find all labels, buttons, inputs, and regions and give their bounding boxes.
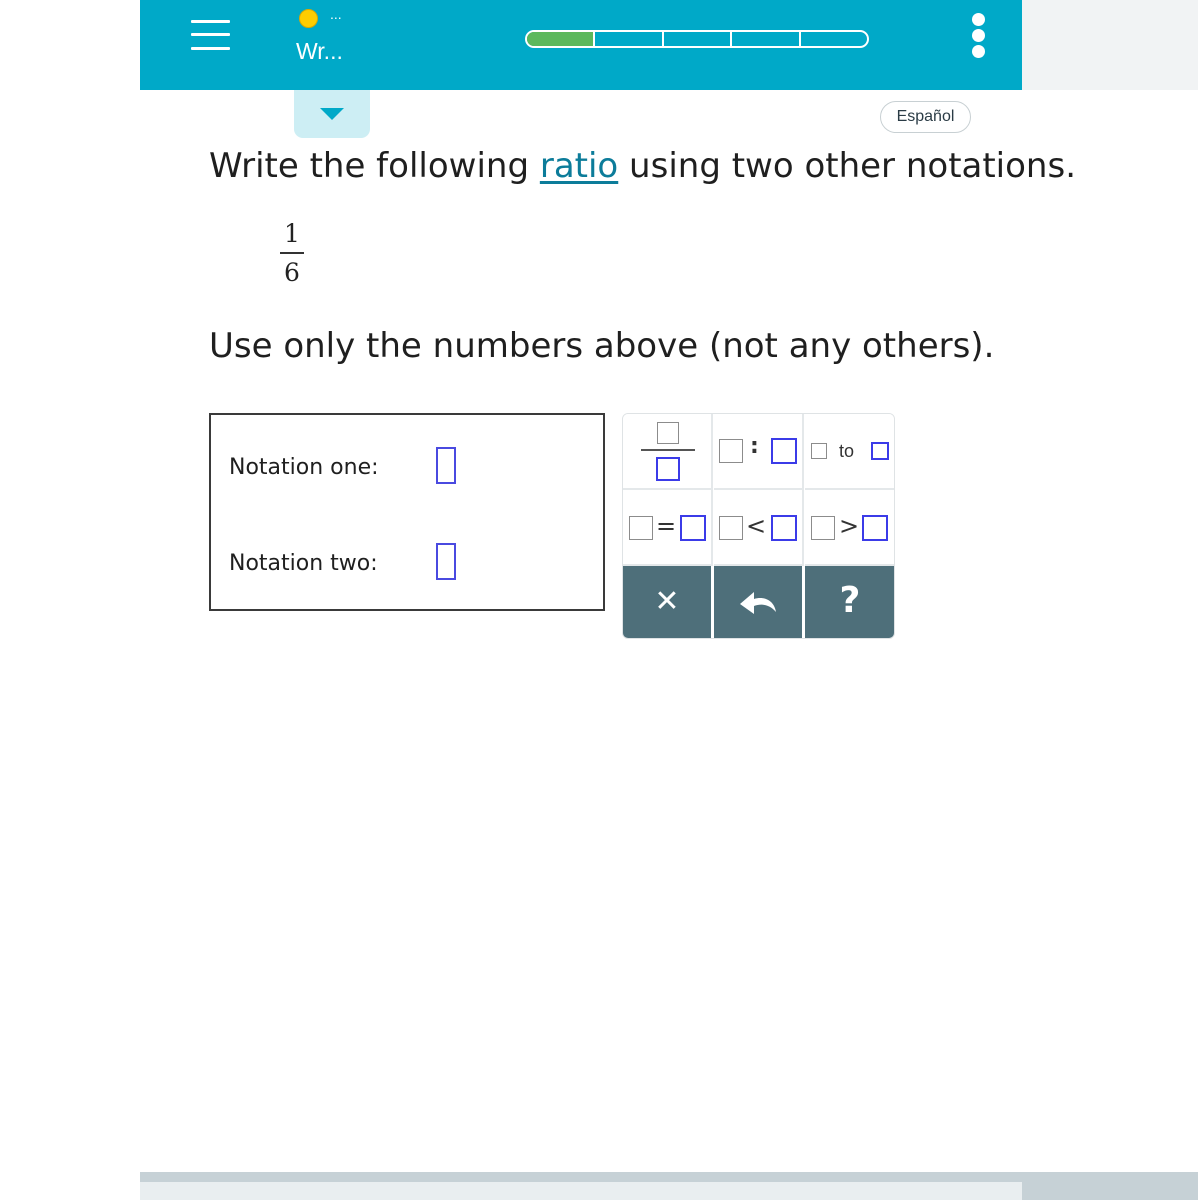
topic-title[interactable]: Wr... [296, 38, 343, 64]
hamburger-menu-icon[interactable] [191, 20, 230, 50]
espanol-button[interactable]: Español [880, 101, 971, 133]
progress-segment [801, 32, 867, 46]
left-placeholder-box [719, 516, 743, 540]
notation-two-label: Notation two: [229, 551, 378, 576]
help-button[interactable] [805, 566, 895, 639]
progress-bar [525, 30, 869, 48]
greater-than-button[interactable] [805, 490, 895, 566]
left-placeholder-box [719, 439, 743, 463]
progress-segment [664, 32, 732, 46]
left-placeholder-box [811, 443, 827, 459]
top-bar [140, 0, 1022, 90]
bottom-toolbar [140, 1172, 1198, 1200]
less-than-symbol: < [746, 512, 767, 540]
left-placeholder-box [811, 516, 835, 540]
status-ellipsis: ... [330, 6, 342, 22]
prompt-text-after: using two other notations. [618, 146, 1077, 186]
given-fraction [280, 218, 304, 290]
undo-button[interactable] [714, 566, 804, 639]
instruction-text: Use only the numbers above (not any others). [209, 326, 995, 366]
status-dot [299, 9, 318, 28]
right-placeholder-box [871, 442, 889, 460]
fraction-bar [280, 252, 304, 254]
colon-ratio-button[interactable] [714, 414, 804, 490]
clear-button[interactable] [623, 566, 713, 639]
collapse-toggle-button[interactable] [294, 90, 370, 138]
greater-than-symbol: > [839, 512, 860, 540]
math-palette [622, 413, 895, 639]
right-placeholder-box [771, 438, 797, 464]
equals-symbol: = [656, 512, 677, 540]
close-icon: ✕ [654, 584, 680, 619]
undo-icon [738, 588, 780, 618]
more-options-icon[interactable] [972, 13, 986, 59]
prompt-text-before: Write the following [209, 146, 540, 186]
notation-two-input[interactable] [436, 543, 456, 580]
fraction-line [641, 449, 695, 451]
colon-symbol: : [750, 434, 759, 459]
fraction-denominator: 6 [284, 258, 300, 287]
fraction-template-button[interactable] [623, 414, 713, 490]
right-placeholder-box [862, 515, 888, 541]
right-placeholder-box [771, 515, 797, 541]
caret-down-icon [320, 108, 344, 120]
right-gutter [1022, 0, 1198, 90]
ratio-definition-link[interactable]: ratio [539, 146, 619, 186]
numerator-placeholder-box [657, 422, 679, 444]
notation-one-label: Notation one: [229, 455, 379, 480]
to-ratio-button[interactable] [805, 414, 895, 490]
notation-one-input[interactable] [436, 447, 456, 484]
progress-segment [732, 32, 800, 46]
less-than-button[interactable] [714, 490, 804, 566]
question-prompt [209, 146, 1076, 186]
to-word: to [839, 441, 855, 461]
right-placeholder-box [680, 515, 706, 541]
progress-segment [595, 32, 663, 46]
left-placeholder-box [629, 516, 653, 540]
bottom-right-gutter [1022, 1172, 1198, 1200]
help-icon: ? [839, 580, 861, 621]
answer-box [209, 413, 605, 611]
progress-segment [527, 32, 595, 46]
equals-button[interactable] [623, 490, 713, 566]
fraction-numerator: 1 [284, 219, 300, 248]
denominator-placeholder-box [656, 457, 680, 481]
